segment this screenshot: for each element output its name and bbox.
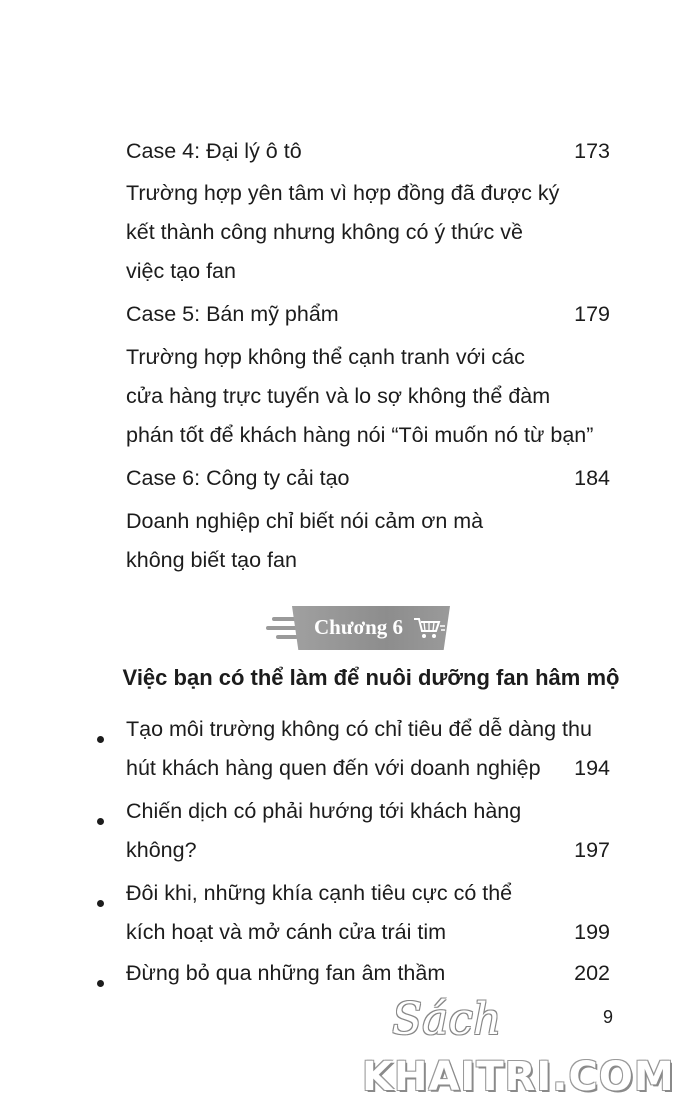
toc-entry-case4-subtitle-2: kết thành công nhưng không có ý thức về [126, 220, 523, 244]
bullet-3-line-2: kích hoạt và mở cánh cửa trái tim [126, 920, 447, 944]
toc-entry-case4-subtitle-3: việc tạo fan [126, 259, 236, 283]
bullet-2-line-1: Chiến dịch có phải hướng tới khách hàng [126, 799, 522, 823]
toc-entry-case6-page: 184 [574, 466, 610, 490]
toc-entry-case4-subtitle-1: Trường hợp yên tâm vì hợp đồng đã được ký [126, 181, 560, 205]
chapter-banner [262, 606, 450, 650]
bullet-dot [97, 980, 104, 987]
toc-entry-case5-title: Case 5: Bán mỹ phẩm [126, 302, 339, 326]
watermark-brand-text: KHAITRI.COM [362, 1054, 675, 1100]
toc-entry-case4-title: Case 4: Đại lý ô tô [126, 139, 302, 163]
bullet-dot [97, 818, 104, 825]
bullet-3-line-1: Đôi khi, những khía cạnh tiêu cực có thể [126, 881, 513, 905]
bullet-1-line-2: hút khách hàng quen đến với doanh nghiệp [126, 756, 541, 780]
bullet-dot [97, 900, 104, 907]
chapter-heading: Việc bạn có thể làm để nuôi dưỡng fan hâm mộ [122, 665, 620, 690]
toc-entry-case5-subtitle-1: Trường hợp không thể cạnh tranh với các [126, 345, 525, 369]
bullet-2-page: 197 [574, 838, 610, 862]
watermark-logo [362, 990, 692, 1110]
page-number: 9 [602, 1007, 613, 1027]
toc-entry-case5-page: 179 [574, 302, 610, 326]
bullet-3-page: 199 [574, 920, 610, 944]
toc-entry-case6-title: Case 6: Công ty cải tạo [126, 466, 350, 490]
bullet-1-line-1: Tạo môi trường không có chỉ tiêu để dễ dàng thu [126, 717, 592, 741]
shopping-cart-icon [412, 616, 446, 640]
toc-entry-case6-subtitle-2: không biết tạo fan [126, 548, 297, 572]
watermark-script-text: Sách [392, 994, 502, 1045]
bullet-4-line-1: Đừng bỏ qua những fan âm thầm [126, 961, 446, 985]
toc-entry-case6-subtitle-1: Doanh nghiệp chỉ biết nói cảm ơn mà [126, 509, 484, 533]
toc-entry-case4-page: 173 [574, 139, 610, 163]
chapter-label: Chương 6 [314, 615, 404, 639]
toc-entry-case5-subtitle-2: cửa hàng trực tuyến và lo sợ không thể đàm [126, 384, 551, 408]
bullet-4-page: 202 [574, 961, 610, 985]
toc-entry-case5-subtitle-3: phán tốt để khách hàng nói “Tôi muốn nó từ bạn” [126, 423, 594, 447]
bullet-dot [97, 736, 104, 743]
bullet-2-line-2: không? [126, 838, 197, 862]
bullet-1-page: 194 [574, 756, 610, 780]
